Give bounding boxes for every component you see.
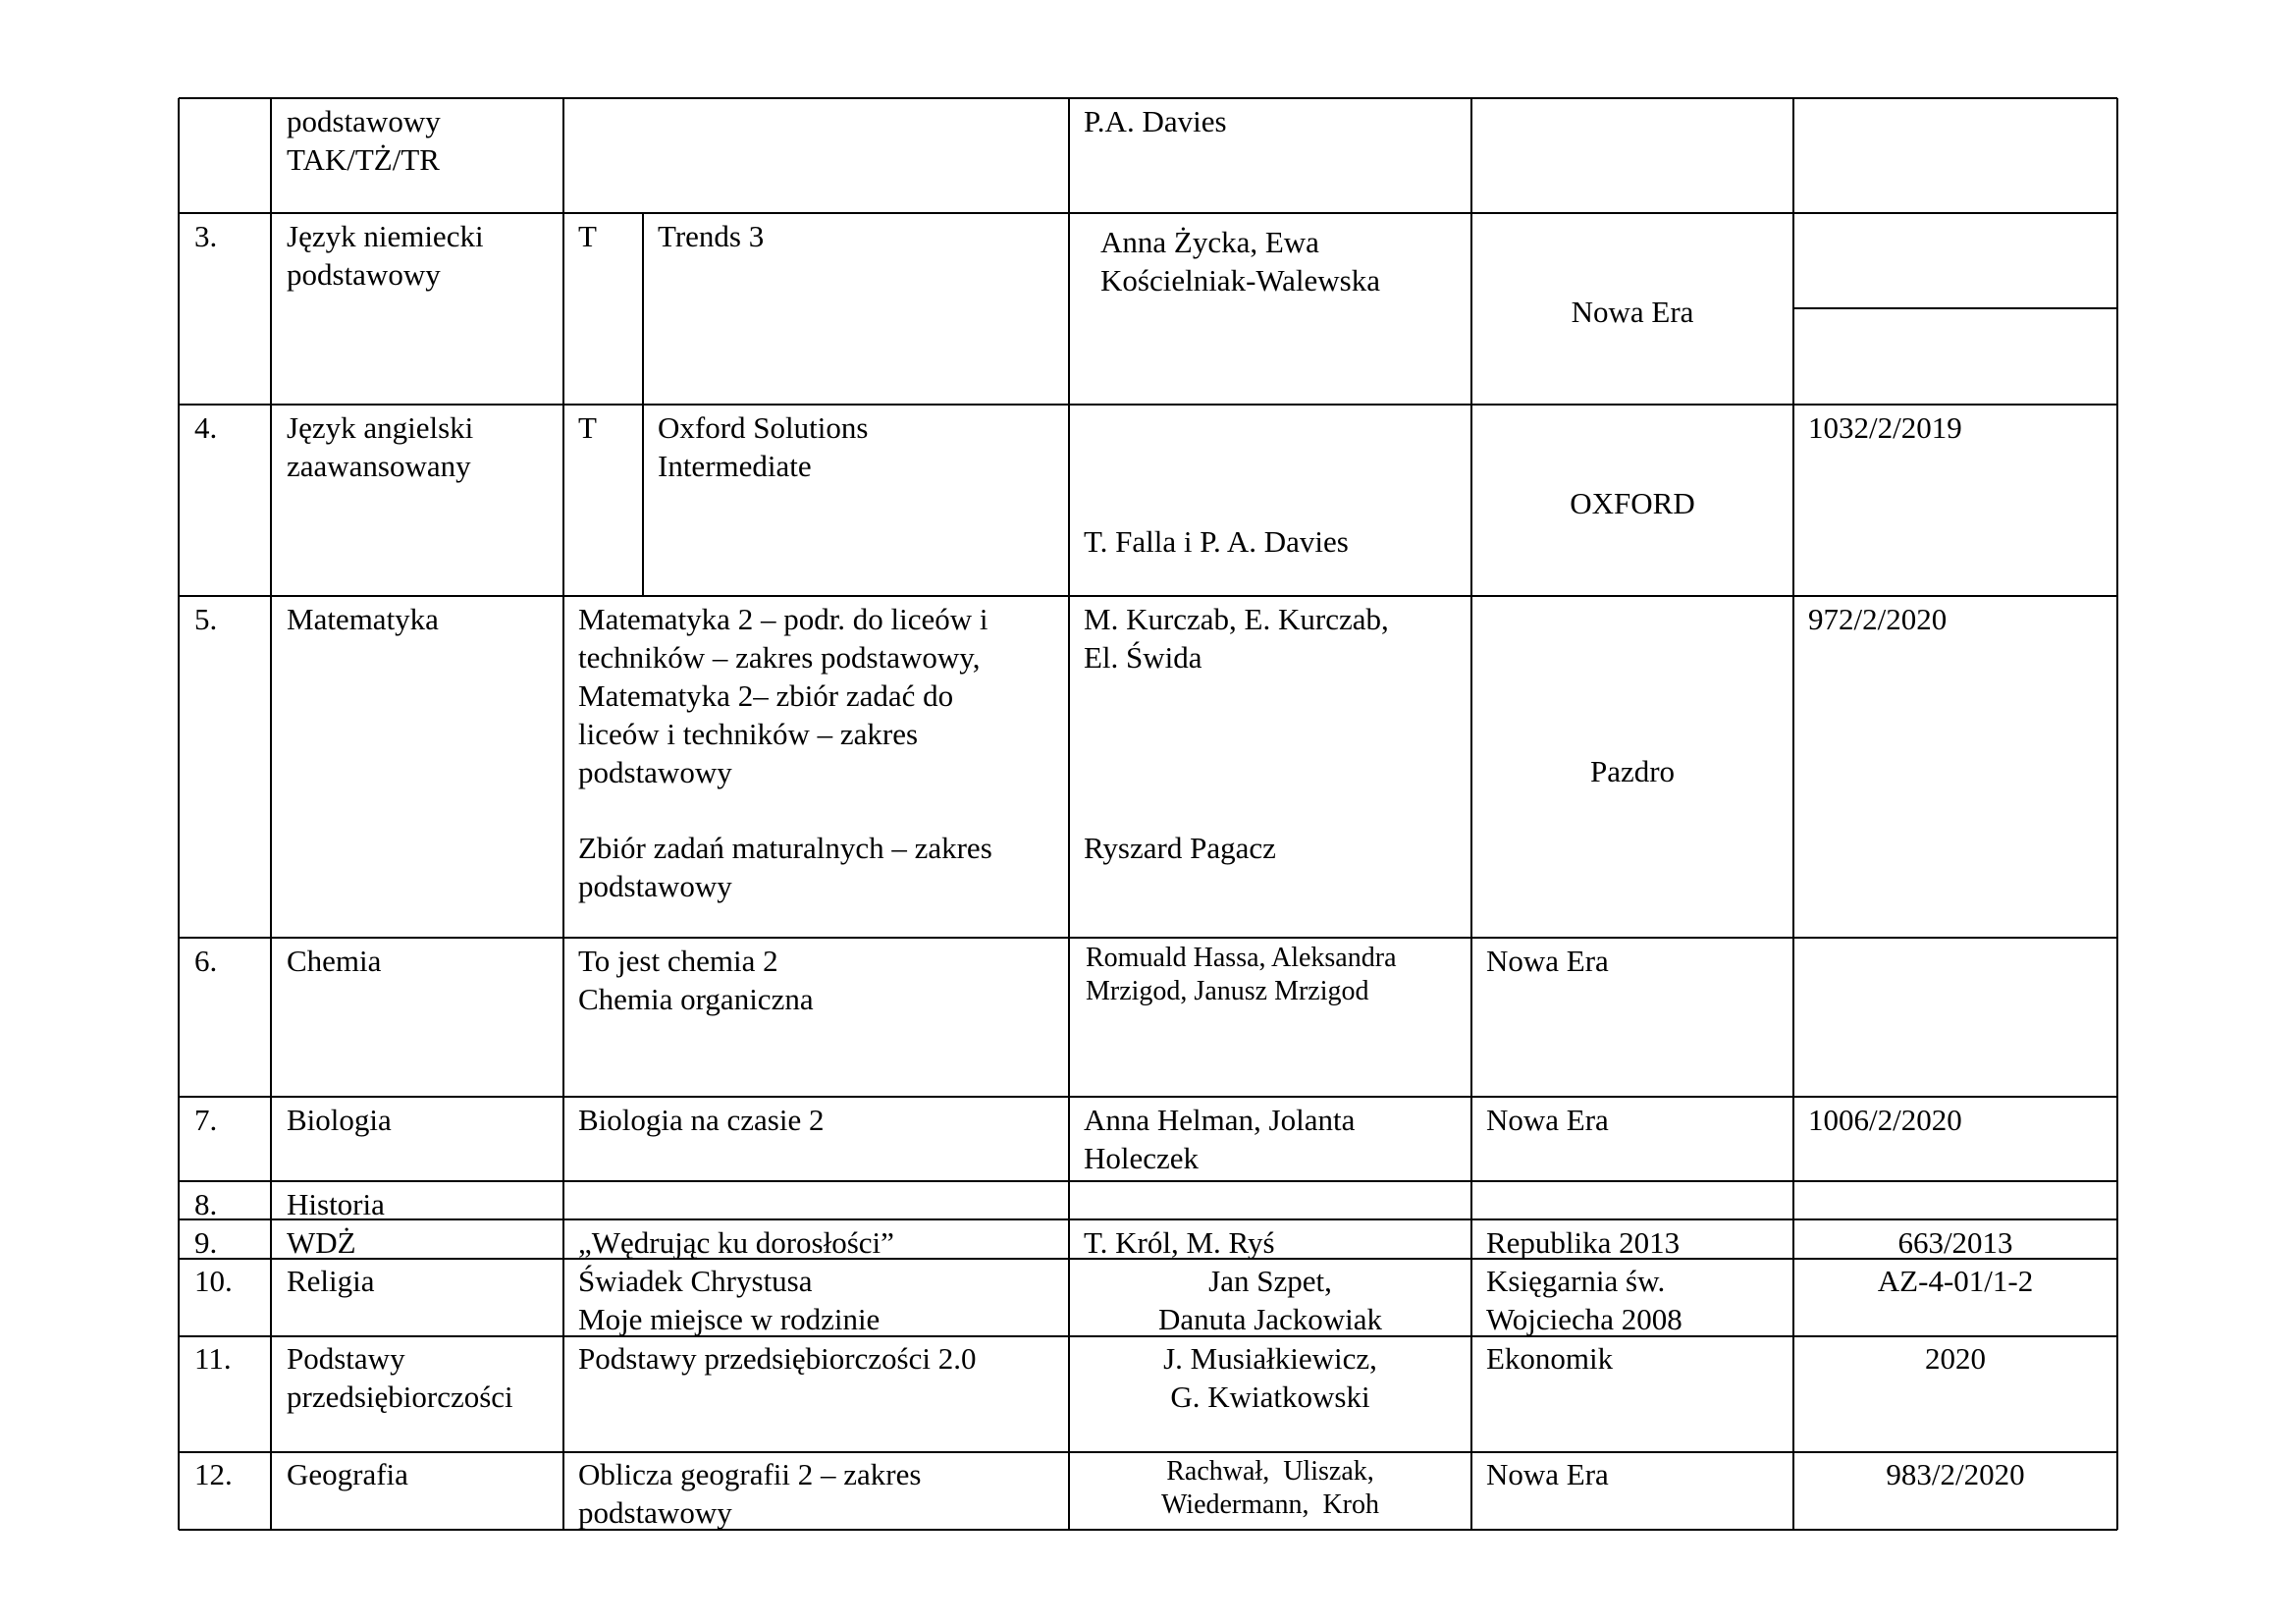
subject-cell: Religia: [287, 1264, 375, 1298]
author-cell: G. Kwiatkowski: [1170, 1380, 1370, 1414]
publisher-cell: Nowa Era: [1486, 1103, 1609, 1137]
author-cell: Mrzigod, Janusz Mrzigod: [1086, 976, 1369, 1006]
subject-cell: WDŻ: [287, 1225, 356, 1260]
row-number: 11.: [194, 1341, 232, 1376]
publisher-cell: Nowa Era: [1486, 944, 1609, 978]
subject-cell: TAK/TŻ/TR: [287, 142, 440, 177]
textbook-cell: Podstawy przedsiębiorczości 2.0: [578, 1341, 977, 1376]
author-cell: Anna Helman, Jolanta: [1084, 1103, 1356, 1137]
publisher-cell: Ekonomik: [1486, 1341, 1614, 1376]
subject-cell: Historia: [287, 1187, 385, 1221]
subject-cell: przedsiębiorczości: [287, 1380, 513, 1414]
author-cell: Kościelniak-Walewska: [1100, 263, 1381, 298]
author-cell: Rachwał, Uliszak,: [1166, 1456, 1374, 1487]
publisher-cell: Republika 2013: [1486, 1225, 1681, 1260]
author-cell: J. Musiałkiewicz,: [1163, 1341, 1377, 1376]
row-number: 9.: [194, 1225, 218, 1260]
textbook-cell: podstawowy: [578, 869, 732, 903]
author-cell: Ryszard Pagacz: [1084, 831, 1276, 865]
textbook-cell: Zbiór zadań maturalnych – zakres: [578, 831, 992, 865]
approval-cell: AZ-4-01/1-2: [1877, 1264, 2034, 1298]
textbook-cell: Oxford Solutions: [658, 410, 869, 445]
author-cell: El. Świda: [1084, 640, 1202, 675]
publisher-cell: Wojciecha 2008: [1486, 1302, 1682, 1336]
textbook-cell: Intermediate: [658, 449, 812, 483]
textbook-cell: Biologia na czasie 2: [578, 1103, 825, 1137]
textbook-cell: Oblicza geografii 2 – zakres: [578, 1457, 922, 1491]
publisher-cell: OXFORD: [1570, 486, 1695, 520]
author-cell: Romuald Hassa, Aleksandra: [1086, 943, 1397, 973]
textbook-cell: podstawowy: [578, 1495, 732, 1530]
row-number: 12.: [194, 1457, 233, 1491]
subject-cell: Podstawy: [287, 1341, 405, 1376]
row-number: 8.: [194, 1187, 218, 1221]
author-cell: Wiedermann, Kroh: [1160, 1489, 1380, 1520]
author-cell: Danuta Jackowiak: [1157, 1302, 1383, 1336]
textbook-cell: liceów i techników – zakres: [578, 717, 919, 751]
textbook-cell: Matematyka 2 – podr. do liceów i: [578, 602, 988, 636]
subject-cell: Matematyka: [287, 602, 439, 636]
textbook-cell: Matematyka 2– zbiór zadać do: [578, 678, 954, 713]
textbook-cell: techników – zakres podstawowy,: [578, 640, 981, 675]
level-cell: T: [578, 219, 597, 253]
textbook-cell: To jest chemia 2: [578, 944, 778, 978]
textbook-cell: Trends 3: [658, 219, 765, 253]
row-number: 7.: [194, 1103, 218, 1137]
publisher-cell: Pazdro: [1589, 754, 1676, 788]
subject-cell: podstawowy: [287, 257, 441, 292]
author-cell: Holeczek: [1084, 1141, 1200, 1175]
author-cell: T. Falla i P. A. Davies: [1084, 524, 1349, 559]
row-number: 3.: [194, 219, 218, 253]
approval-cell: 663/2013: [1897, 1225, 2013, 1260]
approval-cell: 972/2/2020: [1808, 602, 1948, 636]
subject-cell: Język angielski: [287, 410, 474, 445]
subject-cell: Geografia: [287, 1457, 408, 1491]
textbook-cell: podstawowy: [578, 755, 732, 789]
author-cell: M. Kurczab, E. Kurczab,: [1084, 602, 1389, 636]
subject-cell: podstawowy: [287, 104, 441, 138]
level-cell: T: [578, 410, 597, 445]
publisher-cell: Nowa Era: [1571, 295, 1694, 329]
row-number: 6.: [194, 944, 218, 978]
textbook-cell: Chemia organiczna: [578, 982, 814, 1016]
author-cell: Jan Szpet,: [1208, 1264, 1332, 1298]
row-number: 5.: [194, 602, 218, 636]
subject-cell: zaawansowany: [287, 449, 471, 483]
approval-cell: 1006/2/2020: [1808, 1103, 1962, 1137]
textbook-cell: „Wędrując ku dorosłości”: [578, 1225, 894, 1260]
row-number: 4.: [194, 410, 218, 445]
approval-cell: 2020: [1925, 1341, 1986, 1376]
subject-cell: Język niemiecki: [287, 219, 484, 253]
approval-cell: 1032/2/2019: [1808, 410, 1962, 445]
textbook-cell: Moje miejsce w rodzinie: [578, 1302, 881, 1336]
row-number: 10.: [194, 1264, 233, 1298]
publisher-cell: Nowa Era: [1486, 1457, 1609, 1491]
author-cell: P.A. Davies: [1084, 104, 1227, 138]
subject-cell: Biologia: [287, 1103, 392, 1137]
subject-cell: Chemia: [287, 944, 382, 978]
author-cell: T. Król, M. Ryś: [1084, 1225, 1275, 1260]
author-cell: Anna Życka, Ewa: [1100, 225, 1319, 259]
approval-cell: 983/2/2020: [1886, 1457, 2025, 1491]
publisher-cell: Księgarnia św.: [1486, 1264, 1666, 1298]
textbook-cell: Świadek Chrystusa: [578, 1264, 813, 1298]
